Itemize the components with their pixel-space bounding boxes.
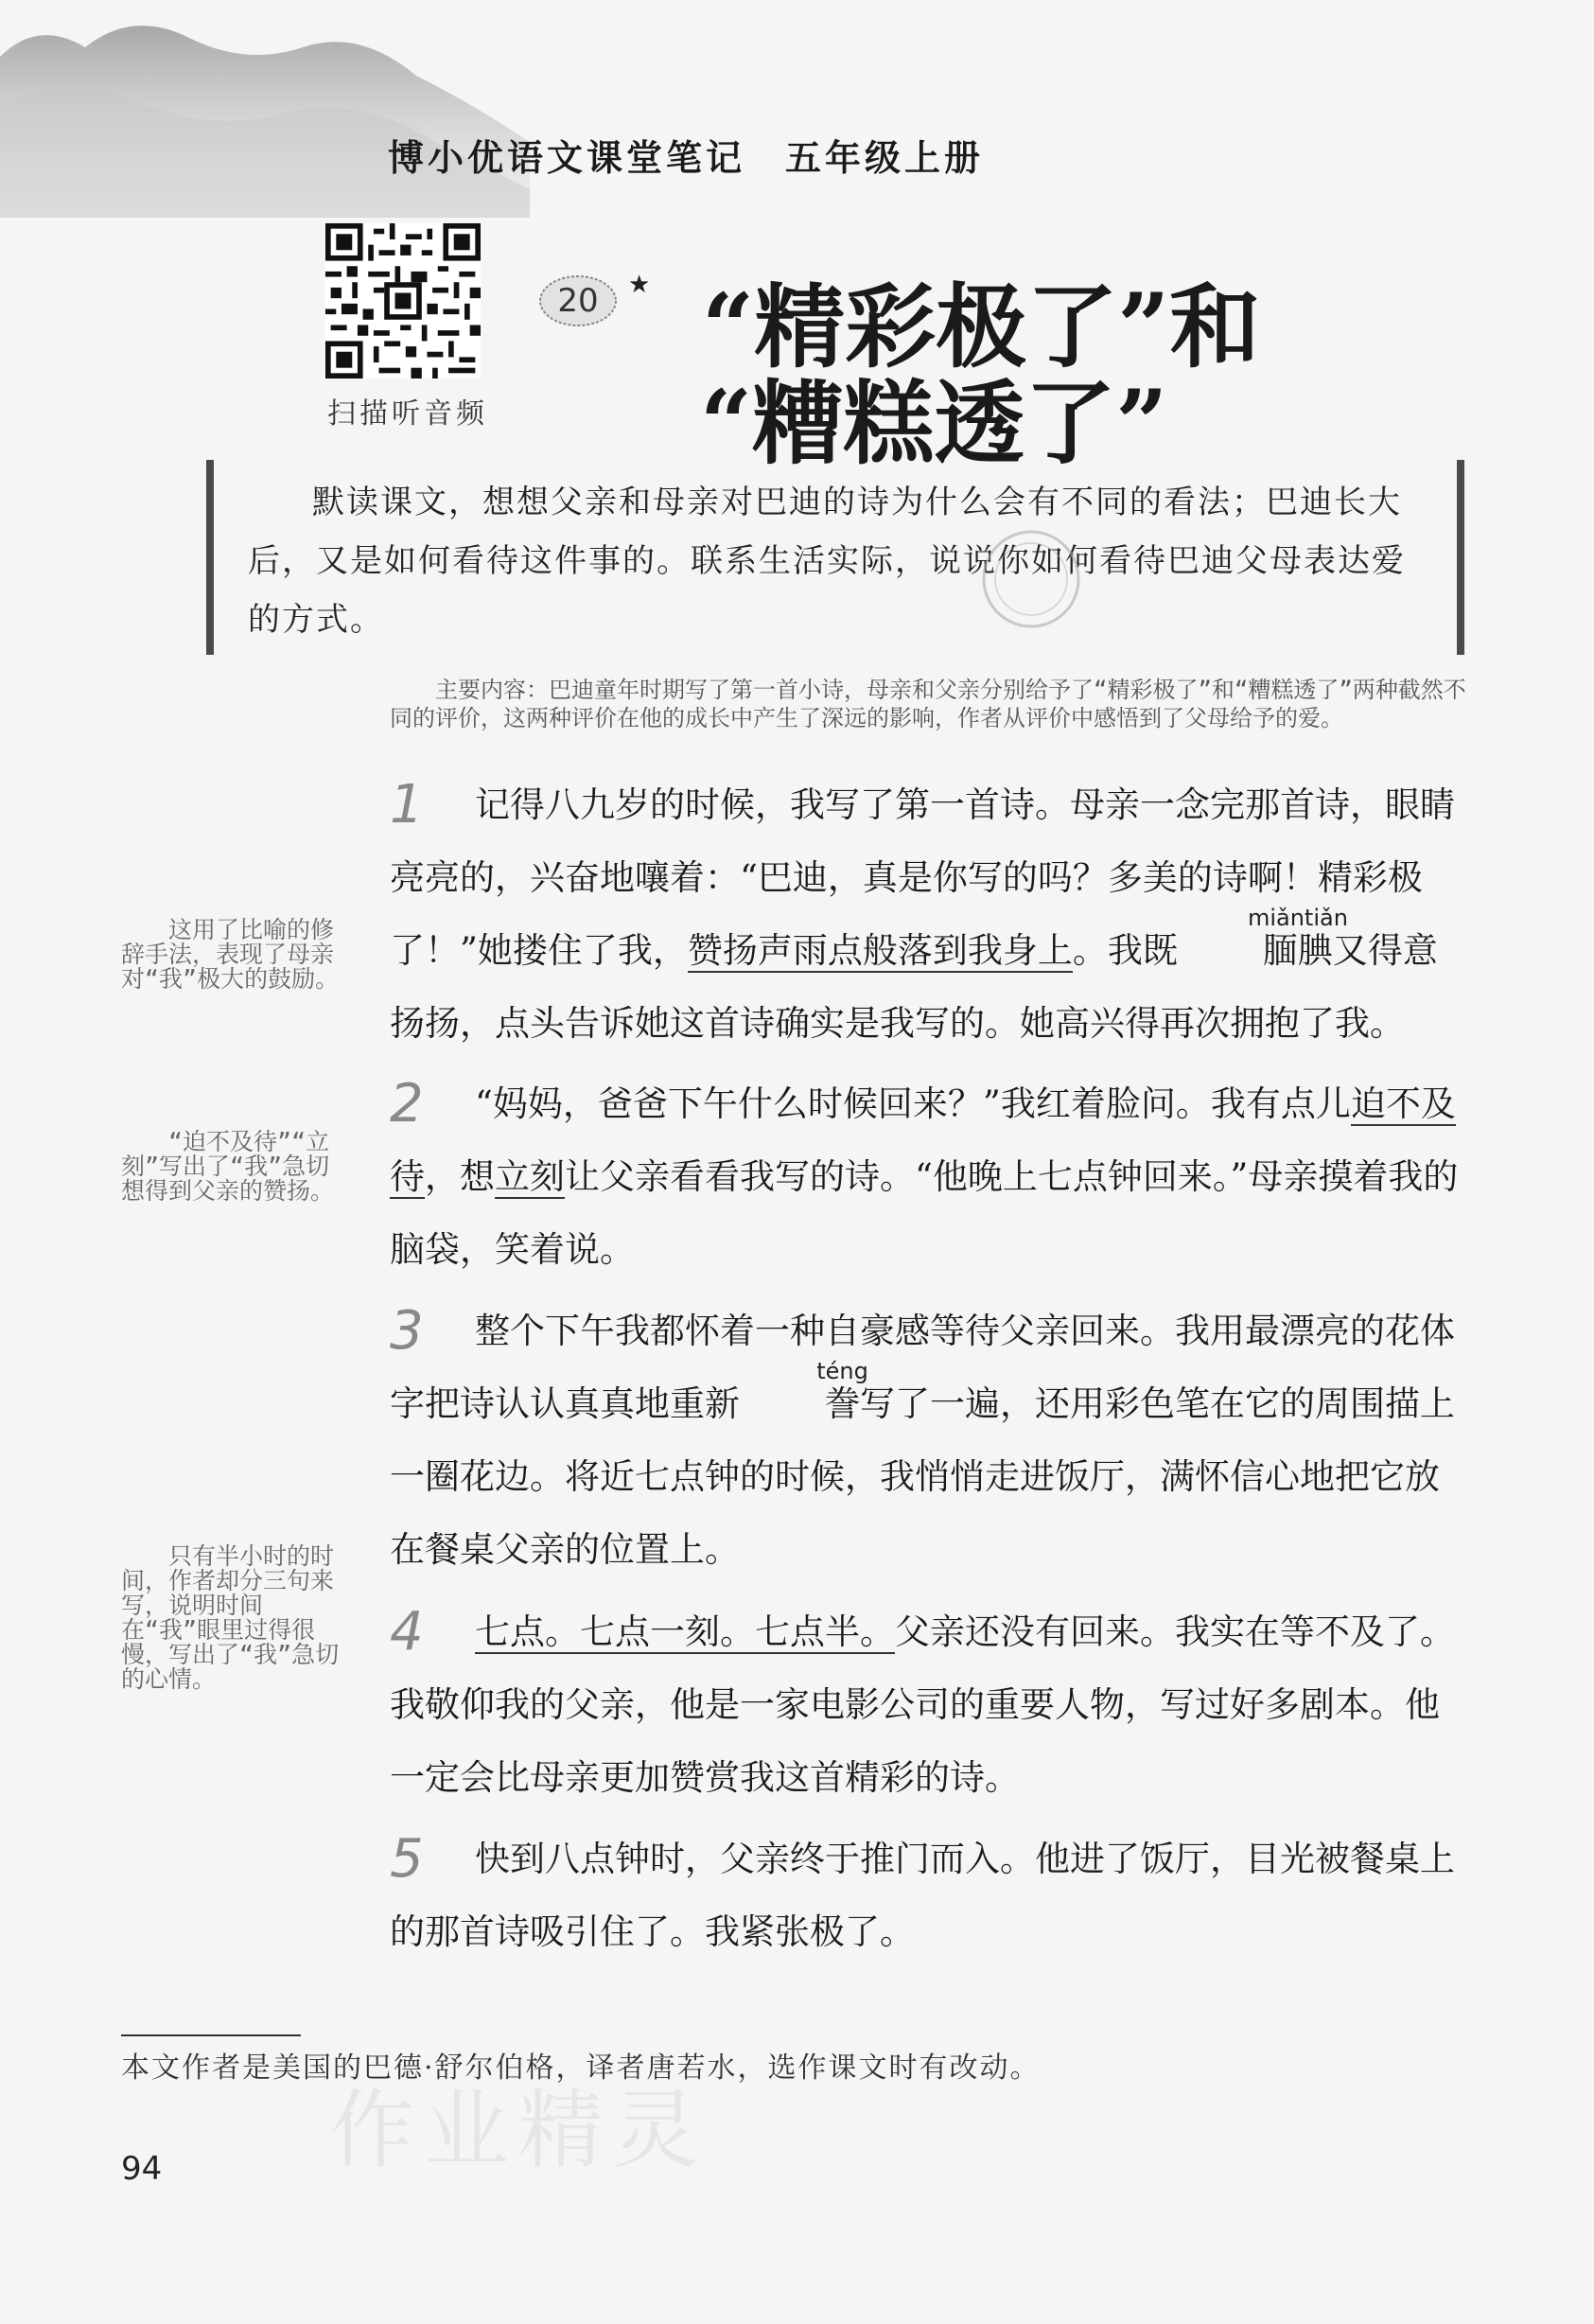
- mountain-ink-decoration: [0, 0, 530, 218]
- paragraph-3: [390, 1294, 1468, 1586]
- reading-prompt-box: [206, 460, 1464, 655]
- pinyin: miǎntiǎn: [1247, 905, 1348, 931]
- underlined-phrase: 赞扬声雨点般落到我身上: [687, 930, 1073, 971]
- paragraph-number: 3: [390, 1300, 424, 1362]
- lesson-number: 20: [557, 282, 599, 320]
- annotated-chars: 誊: [825, 1383, 860, 1424]
- paragraph-number: 1: [390, 774, 424, 836]
- footnote: 本文作者是美国的巴德·舒尔伯格，译者唐若水，选作课文时有改动。: [121, 2051, 1041, 2085]
- reading-prompt: 默读课文，想想父亲和母亲对巴迪的诗为什么会有不同的看法；巴迪长大后，又是如何看待这件事的。联系生活实际，说说你如何看待巴迪父母表达爱的方式。: [248, 484, 1406, 639]
- pinyin-annotated-word: [1178, 905, 1348, 987]
- paragraph-text: 记得八九岁的时候，我写了第一首诗。母亲一念完那首诗，眼睛亮亮的，兴奋地嚷着：“巴迪，真是你写的吗？多美的诗啊！精彩极了！”她搂住了我，: [390, 784, 1455, 971]
- paragraph-text: 快到八点钟时，父亲终于推门而入。他进了饭厅，目光被餐桌上的那首诗吸引住了。我紧张极了。: [390, 1839, 1455, 1952]
- prompt-bar-right: [1457, 460, 1464, 655]
- book-grade: 五年级上册: [785, 137, 985, 179]
- paragraph-text: 写了一遍，还用彩色笔在它的周围描上一圈花边。将近七点钟的时候，我悄悄走进饭厅，满怀信心地把它放在餐桌父亲的位置上。: [390, 1383, 1455, 1570]
- margin-note-1: 这用了比喻的修辞手法，表现了母亲对“我”极大的鼓励。: [121, 916, 340, 993]
- paragraph-text: 。我既: [1072, 930, 1178, 971]
- underlined-phrase: 立刻: [495, 1156, 565, 1197]
- paragraph-number: 2: [390, 1073, 424, 1135]
- margin-note-3: 只有半小时的时间，作者却分三句来写，说明时间在“我”眼里过得很慢，写出了“我”急切的心情。: [121, 1542, 340, 1693]
- lesson-title-line2: “糟糕透了”: [700, 370, 1168, 477]
- lesson-title-line1: “精彩极了”和: [702, 273, 1261, 380]
- paragraph-1: [390, 768, 1468, 1060]
- paragraph-text: 让父亲看看我写的诗。“他晚上七点钟回来。”母亲摸着我的脑袋，笑着说。: [390, 1156, 1459, 1270]
- paragraph-text: 整个下午我都怀着一种自豪感等待父亲回来。我用最漂亮的花体字把诗认认真真地重新: [390, 1311, 1455, 1424]
- underlined-phrase: 七点。: [475, 1611, 580, 1652]
- annotated-chars: 腼腆: [1262, 930, 1333, 971]
- paragraph-text: ，想: [425, 1156, 495, 1197]
- watermark-stamp: [978, 526, 1084, 632]
- qr-caption: 扫描听音频: [327, 397, 488, 431]
- paragraph-text: “妈妈，爸爸下午什么时候回来？”我红着脸问。我有点儿: [475, 1083, 1351, 1124]
- paragraph-number: 4: [390, 1601, 424, 1663]
- book-title: 博小优语文课堂笔记: [388, 137, 746, 179]
- footnote-rule: [121, 2034, 301, 2036]
- paragraph-text: 又得意扬扬，点头告诉她这首诗确实是我写的。她高兴得再次拥抱了我。: [390, 930, 1438, 1044]
- paragraph-5: [390, 1822, 1468, 1968]
- underlined-phrase: 七点半。: [755, 1611, 895, 1652]
- prompt-bar-left: [206, 460, 214, 655]
- margin-note-2: “迫不及待”“立刻”写出了“我”急切想得到父亲的赞扬。: [121, 1128, 335, 1205]
- paragraph-4: [390, 1595, 1468, 1814]
- paragraph-2: [390, 1067, 1468, 1286]
- underlined-phrase: 七点一刻。: [580, 1611, 755, 1652]
- main-content-summary: 主要内容：巴迪童年时期写了第一首小诗，母亲和父亲分别给予了“精彩极了”和“糟糕透了”两种截然不同的评价，这两种评价在他的成长中产生了深远的影响，作者从评价中感悟到了父母给予的爱。: [390, 677, 1466, 731]
- qr-code[interactable]: [325, 223, 481, 379]
- paragraph-text: 父亲还没有回来。我实在等不及了。我敬仰我的父亲，他是一家电影公司的重要人物，写过好多剧本。他一定会比母亲更加赞赏我这首精彩的诗。: [390, 1611, 1455, 1798]
- paragraph-number: 5: [390, 1828, 424, 1890]
- underlined-phrase: 迫不及待: [390, 1083, 1456, 1197]
- star-icon: ★: [628, 271, 651, 299]
- book-header: [388, 129, 984, 181]
- watermark-text: 作业精灵: [329, 2081, 708, 2180]
- pinyin-annotated-word: [740, 1358, 868, 1440]
- page-number: 94: [121, 2150, 163, 2188]
- pinyin: téng: [816, 1358, 868, 1384]
